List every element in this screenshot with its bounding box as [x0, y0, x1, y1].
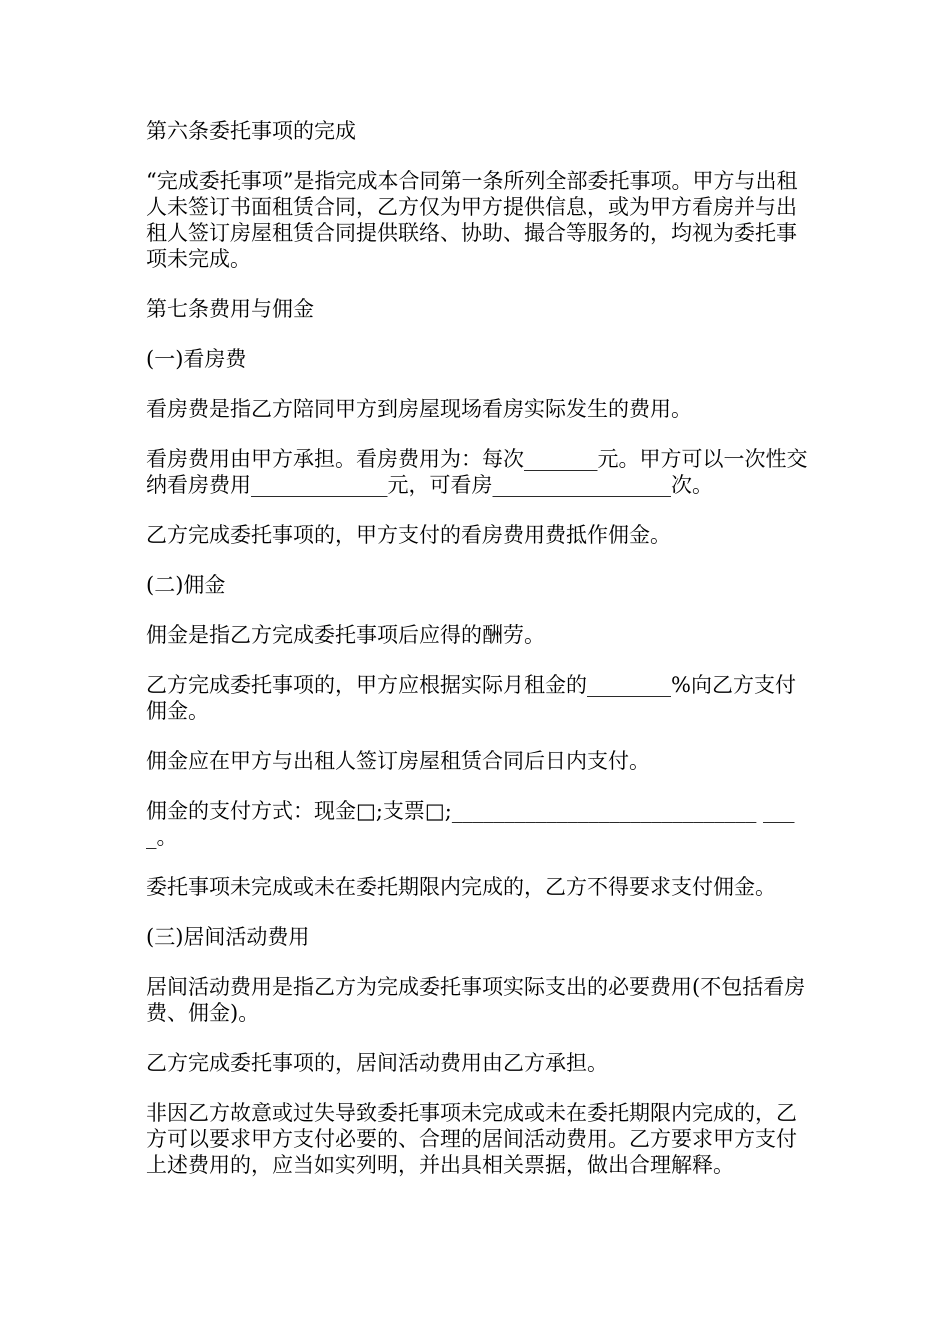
commission-rate-paragraph: 乙方完成委托事项的，甲方应根据实际月租金的________%向乙方支付佣金。 [146, 673, 796, 723]
document-page [146, 118, 814, 1202]
viewing-fee-definition-paragraph: 看房费是指乙方陪同甲方到房屋现场看房实际发生的费用。 [146, 397, 692, 421]
article-6-heading: 第六条委托事项的完成 [146, 119, 356, 143]
completion-definition-paragraph: “完成委托事项”是指完成本合同第一条所列全部委托事项。甲方与出租人未签订书面租赁合同，乙方仅为甲方提供信息，或为甲方看房并与出租人签订房屋租赁合同提供联络、协助、撮合等服务的，均视为委托事项未完成。 [146, 169, 798, 271]
commission-timing-paragraph: 佣金应在甲方与出租人签订房屋租赁合同后日内支付。 [146, 749, 650, 773]
commission-not-payable-paragraph: 委托事项未完成或未在委托期限内完成的，乙方不得要求支付佣金。 [146, 875, 776, 899]
article-7-heading: 第七条费用与佣金 [146, 297, 314, 321]
intermediary-expense-definition-paragraph: 居间活动费用是指乙方为完成委托事项实际支出的必要费用(不包括看房费、佣金)。 [146, 975, 806, 1025]
viewing-fee-offset-paragraph: 乙方完成委托事项的，甲方支付的看房费用费抵作佣金。 [146, 523, 671, 547]
intermediary-expense-reimbursement-paragraph: 非因乙方故意或过失导致委托事项未完成或未在委托期限内完成的，乙方可以要求甲方支付必要的、合理的居间活动费用。乙方要求甲方支付上述费用的，应当如实列明，并出具相关票据，做出合理解释。 [146, 1101, 797, 1177]
commission-subheading: (二)佣金 [146, 573, 226, 597]
commission-payment-method-paragraph: 佣金的支付方式：现金□;支票□;_____________________________ ____。 [146, 799, 795, 849]
commission-definition-paragraph: 佣金是指乙方完成委托事项后应得的酬劳。 [146, 623, 545, 647]
intermediary-expense-subheading: (三)居间活动费用 [146, 925, 310, 949]
viewing-fee-amount-paragraph: 看房费用由甲方承担。看房费用为：每次_______元。甲方可以一次性交纳看房费用_____________元，可看房_________________次。 [146, 447, 808, 497]
intermediary-expense-borne-paragraph: 乙方完成委托事项的，居间活动费用由乙方承担。 [146, 1051, 608, 1075]
viewing-fee-subheading: (一)看房费 [146, 347, 247, 371]
